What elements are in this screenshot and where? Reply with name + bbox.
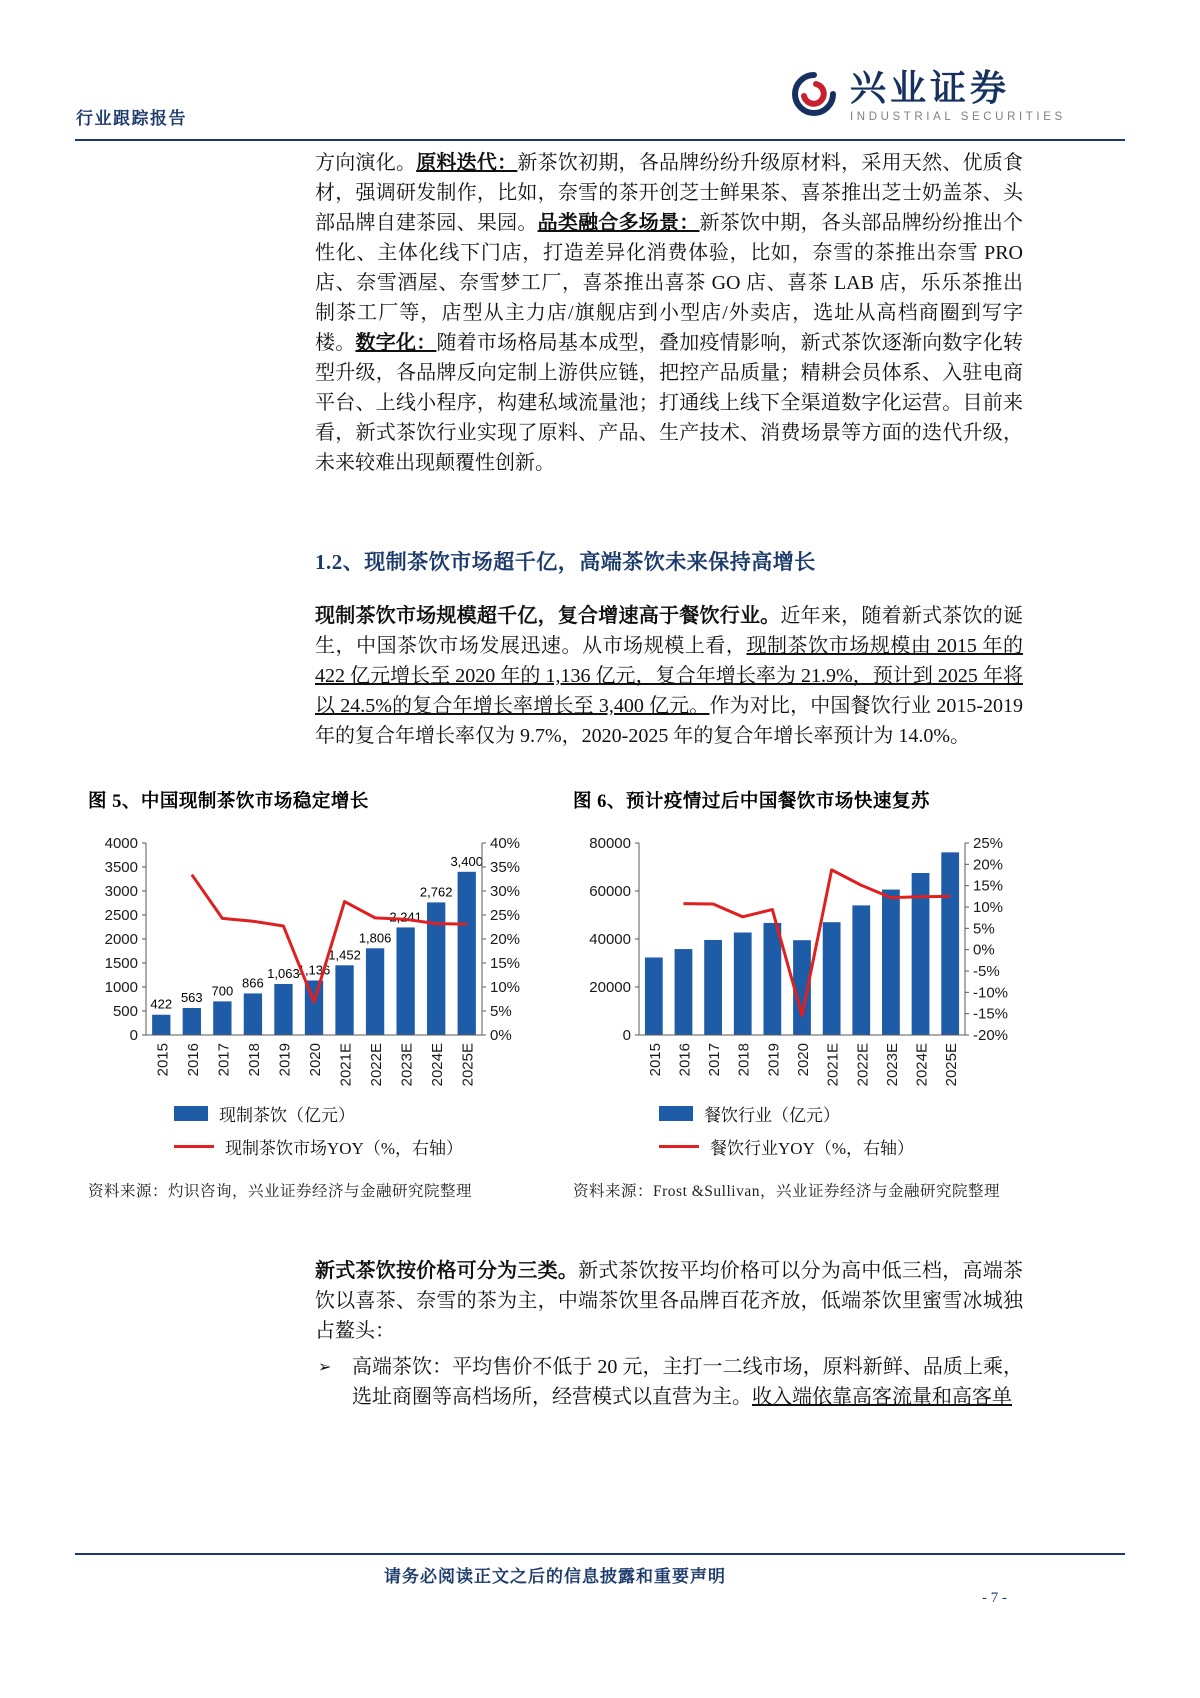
brand-subtitle: INDUSTRIAL SECURITIES (850, 110, 1066, 123)
legend-item (174, 1134, 530, 1159)
svg-text:-10%: -10% (973, 984, 1009, 1002)
svg-text:2023E: 2023E (398, 1043, 416, 1087)
figure-6-chart (573, 829, 1021, 1097)
svg-text:1000: 1000 (104, 979, 138, 996)
svg-text:20000: 20000 (589, 979, 631, 996)
report-type-label: 行业跟踪报告 (76, 109, 187, 128)
svg-text:563: 563 (180, 989, 203, 1005)
svg-text:2022E: 2022E (368, 1043, 386, 1087)
svg-text:-5%: -5% (973, 963, 1000, 980)
svg-text:422: 422 (150, 996, 173, 1012)
figure-5 (88, 787, 530, 1205)
svg-text:2000: 2000 (104, 931, 138, 948)
svg-text:2,762: 2,762 (419, 884, 453, 900)
svg-text:2020: 2020 (307, 1043, 324, 1077)
svg-text:2015: 2015 (646, 1043, 664, 1077)
svg-text:20%: 20% (973, 856, 1004, 874)
svg-text:2022E: 2022E (854, 1043, 872, 1087)
figure-5-source: 资料来源：灼识咨询，兴业证券经济与金融研究院整理 (88, 1183, 473, 1200)
figure-6-title: 图 6、预计疫情过后中国餐饮市场快速复苏 (573, 792, 930, 812)
svg-text:40%: 40% (490, 835, 521, 852)
svg-text:2016: 2016 (676, 1043, 694, 1077)
svg-text:0%: 0% (973, 941, 995, 959)
bullet-item (318, 1352, 1023, 1412)
svg-text:25%: 25% (973, 835, 1004, 852)
svg-text:10%: 10% (490, 979, 521, 996)
svg-text:60000: 60000 (589, 883, 631, 900)
footer-notice: 请务必阅读正文之后的信息披露和重要声明 (384, 1567, 726, 1586)
svg-text:700: 700 (211, 983, 234, 999)
svg-text:40000: 40000 (589, 931, 631, 948)
svg-text:35%: 35% (490, 859, 521, 876)
svg-text:2019: 2019 (765, 1043, 783, 1077)
svg-text:25%: 25% (490, 907, 521, 924)
figure-6-legend (573, 1101, 1023, 1159)
legend-item (659, 1101, 1023, 1126)
svg-text:866: 866 (242, 975, 264, 991)
svg-text:2025E: 2025E (459, 1043, 477, 1087)
paragraph-evolution: 方向演化。原料迭代：新茶饮初期，各品牌纷纷升级原材料，采用天然、优质食材，强调研发制作，比如，奈雪的茶开创芝士鲜果茶、喜茶推出芝士奶盖茶、头部品牌自建茶园、果园。品类融合多场景：新茶饮中期，各头部品牌纷纷推出个性化、主体化线下门店，打造差异化消费体验，比如，奈雪的茶推出奈雪 PRO 店、奈雪酒屋、奈雪梦工厂，喜茶推出喜茶 GO 店、喜茶 LAB 店，乐乐茶推出制茶工厂等，店型从主力店/旗舰店到小型店/外卖店，选址从高档商圈到写字楼。数字化：随着市场格局基本成型，叠加疫情影响，新式茶饮逐渐向数字化转型升级，各品牌反向定制上游供应链，把控产品质量；精耕会员体系、入驻电商平台、上线小程序，构建私域流量池；打通线上线下全渠道数字化运营。目前来看，新式茶饮行业实现了原料、产品、生产技术、消费场景等方面的迭代升级，未来较难出现颠覆性创新。 (315, 152, 1024, 474)
svg-text:1,452: 1,452 (328, 947, 361, 963)
brand-logo (790, 70, 1066, 123)
page-number: - 7 - (982, 1590, 1007, 1606)
legend-label: 现制茶饮（亿元） (219, 1106, 355, 1125)
figure-5-legend (88, 1101, 530, 1159)
svg-text:15%: 15% (973, 877, 1004, 895)
figure-6-source: 资料来源：Frost &Sullivan，兴业证券经济与金融研究院整理 (573, 1183, 1000, 1200)
bullet-text: 高端茶饮：平均售价不低于 20 元，主打一二线市场，原料新鲜、品质上乘，选址商圈等高档场所，经营模式以直营为主。收入端依靠高客流量和高客单 (352, 1356, 1023, 1408)
svg-text:-15%: -15% (973, 1005, 1009, 1023)
svg-text:4000: 4000 (104, 835, 138, 852)
svg-text:2020: 2020 (795, 1043, 812, 1077)
svg-text:3000: 3000 (104, 883, 138, 900)
svg-text:2024E: 2024E (429, 1043, 447, 1087)
svg-text:5%: 5% (973, 920, 995, 938)
line-swatch-icon (174, 1145, 214, 1148)
svg-text:2021E: 2021E (824, 1043, 842, 1087)
svg-text:3500: 3500 (104, 859, 138, 876)
svg-text:2,241: 2,241 (389, 909, 422, 925)
svg-text:1500: 1500 (104, 955, 138, 972)
svg-text:80000: 80000 (589, 835, 631, 852)
bar-swatch-icon (174, 1106, 208, 1121)
svg-text:500: 500 (112, 1003, 138, 1020)
svg-text:2017: 2017 (215, 1043, 233, 1077)
paragraph-price-tiers: 新式茶饮按价格可分为三类。新式茶饮按平均价格可以分为高中低三档，高端茶饮以喜茶、奈雪的茶为主，中端茶饮里各品牌百花齐放，低端茶饮里蜜雪冰城独占鳌头： (315, 1260, 1024, 1342)
svg-text:1,806: 1,806 (358, 930, 392, 946)
svg-text:30%: 30% (490, 883, 521, 900)
legend-label: 现制茶饮市场YOY（%，右轴） (225, 1139, 463, 1158)
legend-label: 餐饮行业YOY（%，右轴） (710, 1139, 914, 1158)
svg-text:0: 0 (129, 1027, 138, 1044)
svg-text:2017: 2017 (706, 1043, 724, 1077)
section-heading: 1.2、现制茶饮市场超千亿，高端茶饮未来保持高增长 (315, 550, 816, 574)
bar-swatch-icon (659, 1106, 693, 1121)
svg-text:2021E: 2021E (337, 1043, 355, 1087)
brand-name: 兴业证券 (850, 68, 1011, 109)
svg-text:2016: 2016 (184, 1043, 202, 1077)
svg-text:-20%: -20% (973, 1027, 1009, 1044)
svg-text:5%: 5% (490, 1003, 512, 1020)
svg-text:15%: 15% (490, 955, 521, 972)
svg-text:2018: 2018 (245, 1043, 263, 1077)
figure-5-title: 图 5、中国现制茶饮市场稳定增长 (88, 792, 369, 812)
svg-text:2023E: 2023E (883, 1043, 901, 1087)
bullet-marker-icon: ➢ (318, 1357, 332, 1376)
footer-divider (75, 1553, 1125, 1555)
figure-6 (573, 787, 1023, 1205)
line-swatch-icon (659, 1145, 699, 1148)
svg-text:20%: 20% (490, 931, 521, 948)
svg-text:0: 0 (622, 1027, 631, 1044)
figure-5-chart (88, 829, 530, 1097)
svg-text:2025E: 2025E (943, 1043, 961, 1087)
svg-text:2018: 2018 (735, 1043, 753, 1077)
legend-item (174, 1101, 530, 1126)
header-divider (75, 139, 1125, 141)
legend-item (659, 1134, 1023, 1159)
svg-text:1,136: 1,136 (297, 962, 331, 978)
svg-text:1,063: 1,063 (267, 965, 300, 981)
svg-text:10%: 10% (973, 899, 1004, 916)
svg-text:2019: 2019 (276, 1043, 294, 1077)
svg-text:2024E: 2024E (913, 1043, 931, 1087)
legend-label: 餐饮行业（亿元） (704, 1106, 840, 1125)
svg-text:2015: 2015 (154, 1043, 172, 1077)
paragraph-market-size: 现制茶饮市场规模超千亿，复合增速高于餐饮行业。近年来，随着新式茶饮的诞生，中国茶饮市场发展迅速。从市场规模上看，现制茶饮市场规模由 2015 年的 422 亿元增长至 2020 年的 1,136 亿元，复合年增长率为 21.9%，预计到 2025 年将以 24.5%的复合年增长率增长至 3,400 亿元。作为对比，中国餐饮行业 2015-2019 年的复合年增长率仅为 9.7%，2020-2025 年的复合年增长率预计为 14.0%。 (315, 605, 1024, 747)
svg-text:2500: 2500 (104, 907, 138, 924)
brand-logo-icon (790, 70, 838, 123)
svg-text:0%: 0% (490, 1027, 512, 1044)
svg-text:3,400: 3,400 (450, 853, 484, 869)
